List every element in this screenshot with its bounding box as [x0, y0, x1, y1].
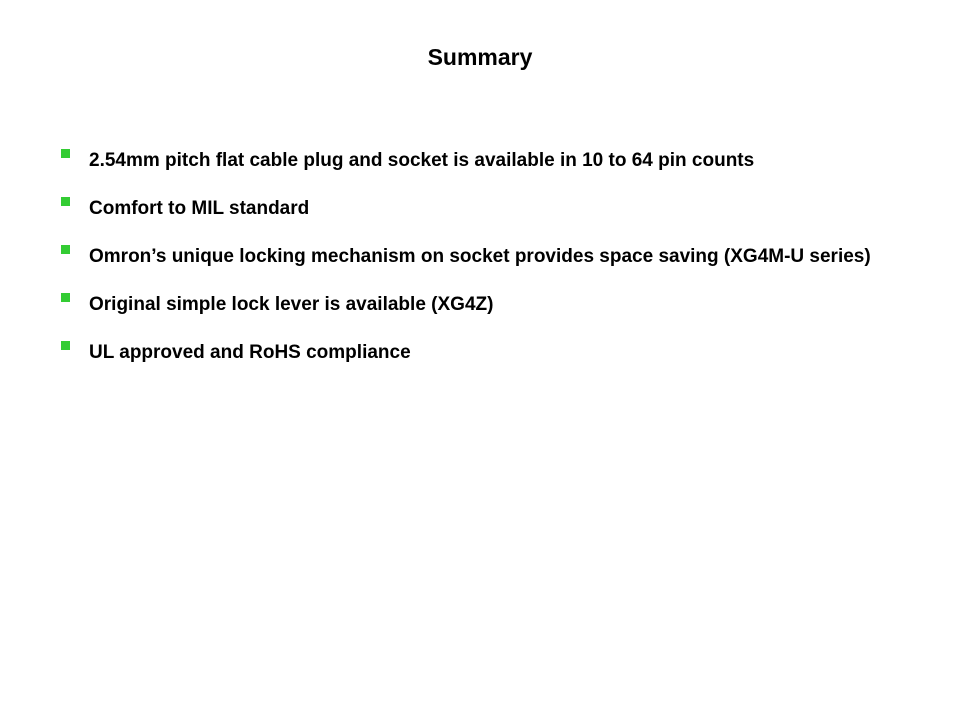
bullet-text: UL approved and RoHS compliance	[89, 342, 411, 363]
bullet-item	[61, 193, 941, 225]
bullet-text: Comfort to MIL standard	[89, 198, 310, 219]
slide-title: Summary	[427, 44, 533, 70]
square-bullet-icon	[61, 197, 70, 206]
bullet-item	[61, 241, 941, 273]
bullet-text: Original simple lock lever is available (XG4Z)	[89, 294, 494, 315]
square-bullet-icon	[61, 293, 70, 302]
square-bullet-icon	[61, 341, 70, 350]
bullet-item	[61, 145, 941, 177]
bullet-text: Omron’s unique locking mechanism on socket provides space saving (XG4M-U series)	[89, 246, 871, 267]
bullet-list	[61, 145, 941, 385]
bullet-item	[61, 337, 941, 369]
bullet-text: 2.54mm pitch flat cable plug and socket is available in 10 to 64 pin counts	[89, 150, 755, 171]
square-bullet-icon	[61, 149, 70, 158]
square-bullet-icon	[61, 245, 70, 254]
bullet-item	[61, 289, 941, 321]
